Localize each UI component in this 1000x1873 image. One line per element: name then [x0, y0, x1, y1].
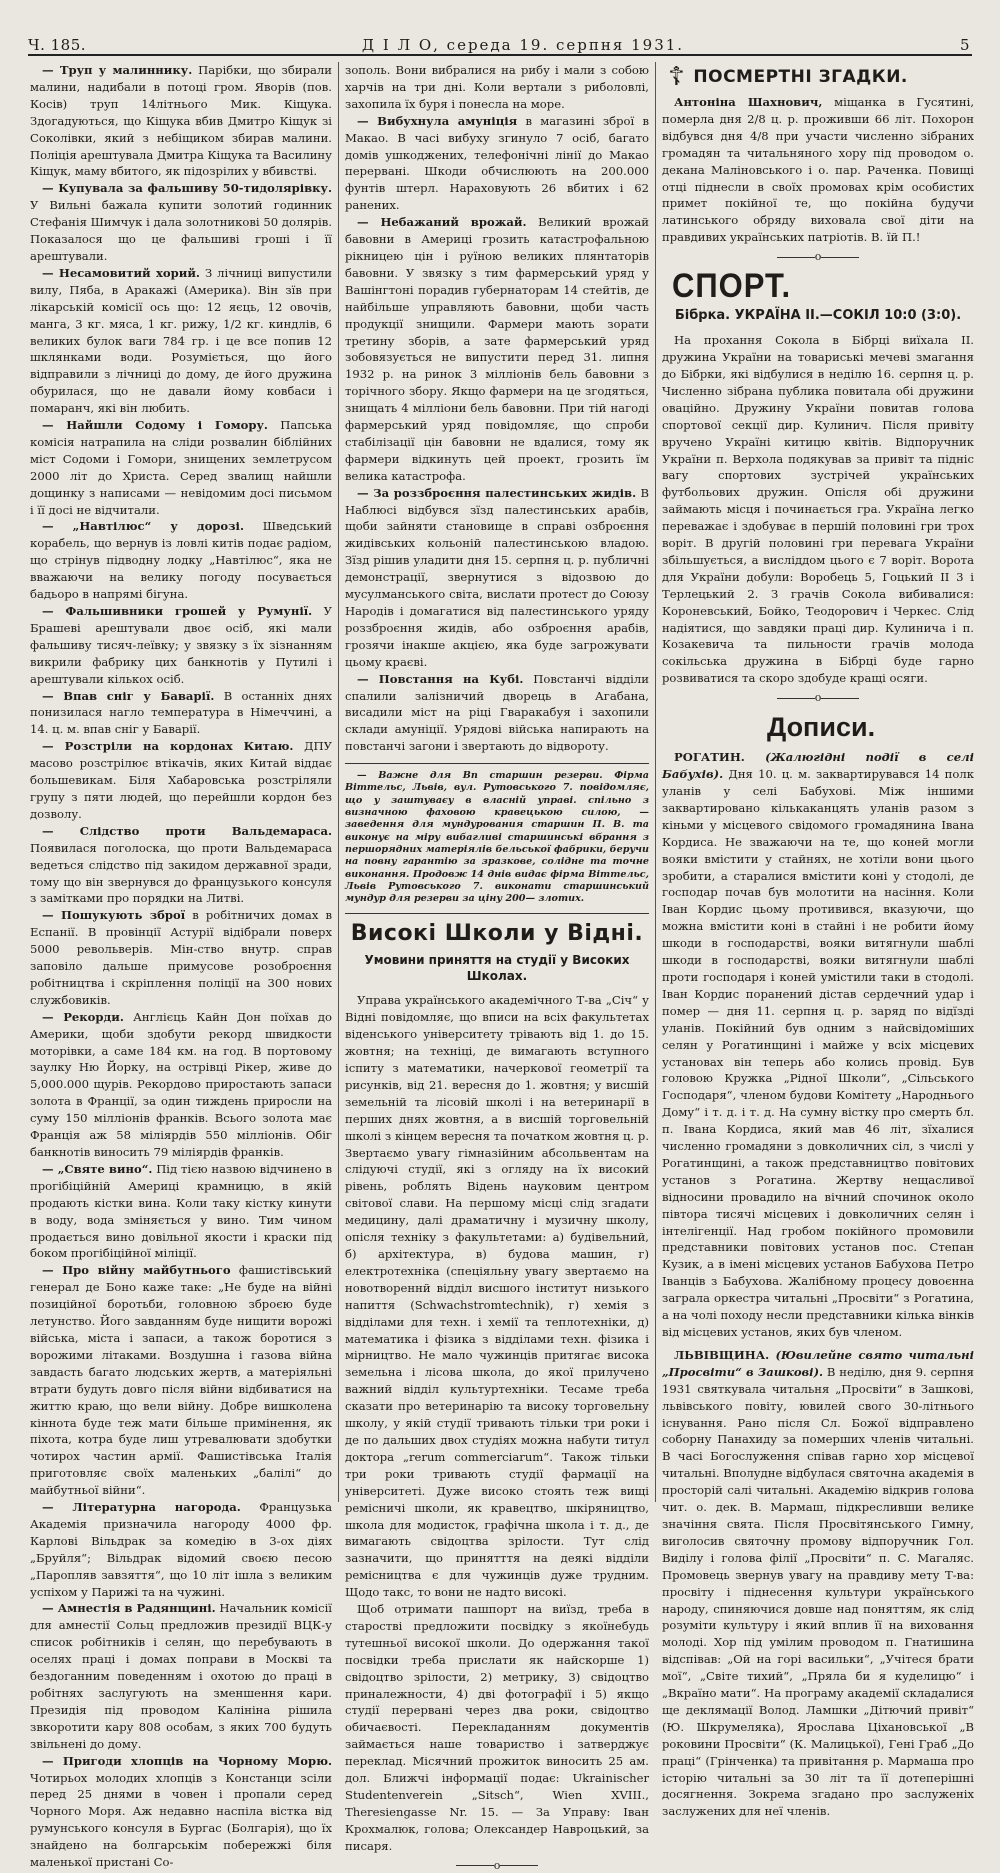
- obituary-text: [662, 94, 974, 246]
- news-item-body: В Наблюсі відбувся зїзд палестинських арабів, щоби зайняти становище в справі озброєння жидівських кольоній палестинською владою. Зїзд рішив уладити дня 15. серпня ц. р. публичні демонстрації, звернутися з відозвою до мусулманського світа, вислати протест до Союзу Народів і домагатися від палестинського уряду роззброєння жидів, або озброєння арабів, грозячи інакше акцією, яка буде загрожувати цьому краєві.: [345, 485, 649, 669]
- divider: [345, 913, 649, 914]
- news-item-heading: — „Святе вино“.: [42, 1161, 153, 1176]
- news-item-body: В останніх днях понизилася нагло температура в Німеччині, а 14. ц. м. впав сніг у Баварії.: [30, 688, 332, 737]
- news-item-body: в робітничих домах в Еспанії. В провінції Астурії відібрали поверх 5000 револьверів. Мін-ство внутр. справ заповіло дальше примусове розоброєння робітництва і скріплення поліції на 300 нових службовиків.: [30, 908, 332, 1007]
- advertisement: — Важне для Вп старшин резерви. Фірма Віттельс, Львів, вул. Рутовського 7. повідомляє, що у заштуваєу в власній управі. спільно з визначною фаховою кравецькою силою, — заведення для мундурования старшин П. В. та виконує на міру вибагливі старшинські вбрання з першорядних матеріялів бельської фабрики, беручи на повну гарантію за зразкове, солідне та точне виконання. Продовж 14 днів видає фірма Віттельс, Львів Рутовського 7. виконати старшинський мундур для резерви за ціну 200— злотих.: [345, 770, 649, 905]
- news-item-body: У Брашеві арештували двоє осіб, які мали фальшиву тисяч-леївку; у звязку з їх зізнанням викрили фабрику цих банкнотів у Путилі і арештували кількох осіб.: [30, 604, 332, 686]
- news-item-body: Чотирьох молодих хлопців з Констанци зсіли перед 25 днями в човен і пропали серед Чорного Моря. Аж недавно наспіла вістка від румунського консуля в Бургас (Болгарія), що їх знайдено на болгарськім побережжі біля маленької пристані Со-: [30, 1770, 332, 1870]
- news-item-body: Великий врожай бавовни в Америці грозить катастрофальною рікницею цін і руїною великих плянтаторів бавовни. У звязку з тим фармерський уряд у Вашінгтоні порадив губернаторам 14 стейтів, де найбільше управляють бавовни, щоби часть продукції знищили. Фармери мають зорати третину зборів, а зате фармерський уряд зобовязується не випустити перед 31. липня 1932 р. на ринок 3 мілліонів бель бавовни з торічного збору. Якщо фармери на це згодяться, знищать 4 мілліони бель бавовни. При тій нагоді фармерський уряд повідомляє, що спроби стабілізації цін бавовни не вдалися, тому як фармери відкинуть цей проект, грозить їм велика катастрофа.: [345, 215, 649, 483]
- correspondence-item: [662, 749, 974, 1341]
- news-item: [30, 180, 332, 265]
- news-item-body: Англієць Кайн Дон поїхав до Америки, щоби здобути рекорд швидкости моторівки, а саме 184 км. на год. В портовому заулку Ню Йорку, на острівці Рікер, живе до 5,000.000 щурів. Рекордово приростають запаси золота в Франції, за один тиждень приросли на суму 150 мілліонів франків. Всього золота має Франція аж 58 міліярдів 550 мілліонів. Обіг банкнотів виносить 79 міліярдів франків.: [30, 1009, 332, 1159]
- sport-text: На прохання Сокола в Бібрці виїхала II. дружина України на товариські мечеві змагання до Бібрки, які відбулися в неділю 16. серпня ц. р. Численно зібрана публика повитала обі дружини оваційно. Дружину України повитав голова спортової секції дир. Кулинич. Після привіту вручено Україні китицю квітів. Відпоручник України п. Верхола подякував за привіт та підніс вагу спортових зустрічей українських футбольових дружин. Опісля обі дружини займають місця і починається гра. Україна легко переважає і здобуває в першій половині гри трох воріт. В другій половині гри перевага України збільшується, а висліддом цього є 7 воріт. Ворота для України добули: Воробець 5, Гоцький II 3 і Терлецький 2. З грачів Сокола вибивалися: Короневський, Бойко, Теодорович і Черкес. Слід надіятися, що завдяки праці дир. Кулинича і п. Козакевича та пильности грачів молода сокільська дружина в Бібрці буде гарно розвиватися та скоро здобуде кращі осяги.: [662, 333, 974, 686]
- sport-heading: СПОРТ.: [672, 266, 792, 305]
- newspaper-title-date: Д І Л О, середа 19. серпня 1931.: [361, 36, 685, 54]
- news-item-heading: — „Навтілюс“ у дорозі.: [42, 519, 244, 534]
- news-item: [345, 671, 649, 756]
- news-item-body: З лічниці випустили вилу, Пяба, в Аракажі (Америка). Він зїв при лікарській комісії ось що: 12 яєць, 12 овочів, манга, 3 кг. мяса, 1 кг. рижу, 1/2 кг. киндлів, 6 великих булок ваги 784 гр. і це все попив 12 шклянками води. Розуміється, що його відправили з лічниці до дому, де його дружина обурилася, що не давали йому ковбаси і помаранч, які він любить.: [30, 265, 332, 416]
- news-item: [30, 603, 332, 688]
- place-name: РОГАТИН.: [674, 750, 745, 765]
- place-name: ЛЬВІВЩИНА.: [674, 1347, 770, 1362]
- news-list: [30, 62, 332, 1871]
- news-item-heading: — Пригоди хлопців на Чорному Морю.: [42, 1753, 332, 1768]
- item-body: Дня 10. ц. м. заквартирувався 14 полк уланів у селі Бабухові. Між іншими заквартировано кількаканцять уланів разом з кіньми у місцевого свідомого громадянина Івана Кордиса. Не зважаючи на те, що коней могли вояки вмістити у стайнях, не хотіли вони цього зробити, а старалися вмістити коні у стодолі, де господар почав був молотити на насіння. Коли Іван Кордис цьому противився, вказуючи, що можна вмістити коні в стайні і не робити йому шкоди в господарстві, вояки витягнули шаблі шкоди в господарстві, вояки витягнули шаблі проти господаря і коней умістили таки в стодолі. Іван Кордис поранений дістав сердечний удар і помер — дня 11. серпня ц. р. заряд по відїзді уланів. Покійний був одним з найсвідоміших селян у Рогатинщині і майже у всіх місцевих установах він теперь або колись провід. Був головою Кружка „Рідної Школи“, „Сільського Господаря“, членом будови Комітету „Народнього Дому“ і т. д. і т. д. На сумну вістку про смерть бл. п. Івана Кордиса, який мав 46 літ, зїхалися численно громадяни з довколичних сіл, з числі у Рогатинщині, а також представництво повітових установ з Рогатина. Жертву нещасливої відносини провадило на вічний спочинок около півтора тисячі місцевих і довколичних селян і інтелігенції. Над гробом покійного промовили представники повітових установ пос. Степан Кузик, а в імені місцевих установ Бабухова Петро Іванців з Бабухова. Жалібному процесу довоєнна заграла оркестра читальні „Просвіти“ з Рогатина, а на чолі походу несли представники кілька вінків від місцевих установ, яких був членом.: [662, 767, 974, 1339]
- news-item-heading: — Літературна нагорода.: [42, 1500, 241, 1515]
- news-item: [30, 62, 332, 180]
- column-divider: [655, 62, 656, 1502]
- correspondence-heading: Дописи.: [767, 712, 876, 743]
- news-item-heading: — Рекорди.: [42, 1009, 124, 1024]
- news-item-heading: — Найшли Содому і Гомору.: [42, 418, 268, 433]
- column-1: [30, 62, 333, 1870]
- news-item: [30, 1499, 332, 1600]
- separator-ornament: o: [662, 691, 974, 705]
- news-item-heading: — Слідство проти Вальдемараса.: [42, 823, 332, 838]
- news-item-heading: — Вибухнула амуніція: [357, 113, 518, 128]
- item-body: В неділю, дня 9. серпня 1931 святкувала читальня „Просвіти“ в Зашкові, львівського повіту, ювилей свого 30-літнього існування. Рано після Сл. Божої відправлено соборну Панахиду за померших членів читальні. В часі Богослуження співав гарно хор місцевої читальні. Вполудне відбулася святочна академія в просторій салі читальні. Академію відкрив голова чит. о. дек. В. Мармаш, підкресливши велике значіння свята. Після Просвітянського Гимну, виголосив святочну промову відпоручник Гол. Виділу і голова філії „Просвіти“ п. С. Магаляс. Промовець звернув увагу на правдиву мету Т-ва: просвіту і піднесення культури українського народу, спиняючися довше над поняттям, як слід розуміти культуру і який вплив її на виховання молоді. Хор під умілим проводом п. Гнатишина відспівав: „Ой на горі васильки“, „Учітеся брати мої“, „Світе тихий“, „Пряла би я куделицю“ і „Вкраїно мати“. На програму академії складалися ще деклямації Волод. Ламшки „Дітючий привіт“ (Ю. Шкрумеляка), Ярослава Ціхановської „В роковини Просвіти“ (К. Малицької), Гені Граб „До праці“ (Грінченка) та привітання р. Мармаша про історію читальні за 30 літ та її дотеперішні досягнення. Зокрема згадано про заслуженіх заслужених для неї членів.: [662, 1364, 975, 1819]
- issue-number: Ч. 185.: [28, 36, 87, 54]
- news-item: [30, 417, 332, 518]
- news-item-body: У Вильні бажала купити золотий годинник Стефанія Шимчук і дала золотникові 50 долярів. Показалося що це фальшиві гроші і її арештували.: [30, 198, 332, 263]
- news-item-heading: — Купувала за фальшиву 50-тидолярівку.: [42, 181, 332, 196]
- news-item-body: Парібки, що збирали малини, надибали в потоці гром. Яворів (пов. Косів) труп 14літнього Мик. Кіщука. Здогадуються, що Кіщука вбив Дмитро Кіщук зі Соколівки, який з небіщиком збирав малини. Поліція арештувала Дмитра Кіщука та Василину Кіщук, маму вбитого, як підозрілих у вбивстві.: [30, 63, 332, 179]
- news-item-heading: — Несамовитий хорий.: [42, 265, 200, 280]
- news-item-body: Появилася поголоска, що проти Вальдемараса ведеться слідство під закидом державної зради, тому що він звернувся до французького консуля з замітками про порядки на Литві.: [30, 840, 332, 906]
- news-item: [30, 1600, 332, 1752]
- news-item: [30, 738, 332, 823]
- separator-ornament: o: [345, 1859, 649, 1873]
- article-paragraph: Управа українського академічного Т-ва „Січ“ у Відні повідомляє, що вписи на всіх факультетах віденського університету трівають від 1. до 15. жовтня; на техніці, де вимагають вступного іспиту з математики, начеркової геометрії та рисунків, від 21. вересня до 1. жовтня; у висшій земельній та лісовій школі і на ветеринарії в перших днях жовтня, а в висшій торговельній школі з кінцем вересня та початком жовтня ц. р. Звертаємо увагу гімназійним абсольвентам на слідуючі студії, які з огляду на їх високий рівень, роблять Відень науковим центром світової слави. На першому місці слід згадати медицину, далі драматичну і музичну школу, опісля техніку з факультетами: а) будівельний, б) архітектура, в) будова машин, г) електротехніка (спеціяльну увагу звертаємо на новотвореннй відділ висшого інститут низького напиття (Schwachstromtechnik), г) хемія з відділами для техн. і хемії та теплотехніки, д) математика і фізика з відділами техн. фізика і мірництво. Не мало чужинців притягає висока земельна і лісова школа, до якої прилучено важний відділ культуртехніки. Тесаме треба сказати про ветеринарію та високу торговельну школу, у якій студії тривають тільки три роки і де по дальших двох студіях можна набути титул доктора „rerum commerciarum“. Також тільки три роки тривають студії фармації на університеті. Дуже високо стоять теж вищі ремісничі школи, як кравецтво, шкіряництво, школа для модисток, графічна школа і т. д., де вимагають свідоцтва зрілости. Тут слід зазначити, що принятття на деякі відділи ремісництва є для чужинців дуже трудним. Щодо такс, то вони не надто високі.: [345, 993, 649, 1600]
- column-2: [345, 62, 649, 1872]
- news-item: [30, 1161, 332, 1262]
- news-item: [345, 485, 649, 671]
- news-item: [30, 1753, 332, 1871]
- news-item-body: зополь. Вони вибралися на рибу і мали з собою харчів на три дні. Коли вертали з риболовлі, захопила їх буря і понесла на море.: [345, 63, 649, 111]
- news-item-heading: — Розстріли на кордонах Китаю.: [42, 739, 294, 754]
- news-item-body: Повстанчі відділи спалили залізничий дворець в Агабана, висадили міст на ріці Гваракабуя і захопили склади амуніції. Урядові війська напирають на повстанчі загони і звертають до відвороту.: [345, 671, 649, 754]
- page-header: [28, 28, 970, 54]
- separator-ornament: o: [662, 250, 974, 264]
- article-subtitle: Умовини приняття на студії у Високих Школах.: [364, 953, 630, 984]
- article-title: Високі Школи у Відні.: [350, 921, 644, 947]
- correspondence-item: [662, 1347, 974, 1820]
- news-item-heading: — Повстання на Кубі.: [357, 671, 524, 686]
- divider: [345, 763, 649, 764]
- news-item-body: Під тією назвою відчинено в прогібіційній Америці крамницю, в якій продають кістки вина. Коли таку кістку кинути в воду, вода зміняється у вино. Тим чином продається вино довільної якости і краски під боком прогібіційної міліції.: [30, 1161, 332, 1261]
- header-rule: [28, 54, 972, 56]
- obituary-name: Антоніна Шахнович,: [674, 95, 823, 109]
- news-item-heading: — Пошукують зброї: [42, 908, 186, 923]
- news-item: [30, 518, 332, 603]
- cross-icon: ☦: [668, 62, 686, 92]
- page-number: 5: [959, 36, 970, 54]
- news-item-body: Шведський корабель, що вернув із ловлі китів подає радіом, що стрінув підводну лодку „Навтілюс“, яка не вважаючи на велику погоду посувається бадьоро в напрямі бігуна.: [30, 519, 332, 602]
- news-list: [345, 62, 649, 755]
- news-item-body: фашистівський генерал де Боно каже таке: „Не буде на війні позиційної боротьби, головною зброєю буде летунство. Його завданням буде нищити ворожі війська, міста і запаси, а також боротися з ворожими літаками. Воздушна і газова війна завдасть багато людських жертв, а матеріяльні втрати будуть довго після війни відбиватися на життю краю, що вели війну. Добре вишколена кіннота буде теж мати більше примінення, як піхота, котра буде лиш утревалювати здобутки чотирох частин армії. Фашистівська Італія приготовляє своїх маленьких „балілі“ до майбутньої війни“.: [30, 1263, 333, 1498]
- news-item-body: Французька Академія призначила нагороду 4000 фр. Карлові Вільдрак за комедію в 3-ох діях „Бруйля“; Вільдрак відомий своєю песою „Паропляв завзяття“, що 10 літ ішла з великим успіхом у Парижі та на чужині.: [30, 1500, 332, 1599]
- news-item-heading: — Амнестія в Радянщині.: [42, 1601, 216, 1616]
- news-item-heading: — Фальшивники грошей у Румунії.: [42, 604, 313, 618]
- news-item-heading: — Впав сніг у Баварії.: [42, 688, 215, 703]
- news-item: [345, 113, 649, 214]
- obituary-heading: [668, 64, 974, 90]
- news-item: [30, 823, 332, 908]
- news-item-body: Папська комісія натрапила на сліди розвалин біблійних міст Содоми і Гомори, знищених землетрусом 2000 літ до Христа. Серед звалищ найшли дощинку з написами — невідомим досі письмом і її досі не відчитали.: [30, 418, 332, 517]
- article-paragraph: Щоб отримати пашпорт на виїзд, треба в старостві предложити посвідку з якоїнебудь тутешньої високої школи. До одержання такої посвідки треба прислати як найскорше 1) свідоцтво зрілости, 2) метрику, 3) свідоцтво приналежности, 4) дві фотографії і 5) якщо студії перервані через два роки, свідоцтво обичаєвості. Перекладанням документів займається наше товариство і затверджує переклад. Місячний прожиток виносить 25 ам. дол. Ближчі інформації подає: Ukrainischer Studentenverein „Sitsch“, Wien XVIII., Theresiengasse Nr. 15. — За Управу: Іван Крохмалюк, голова; Олександер Навроцький, за писаря.: [345, 1602, 649, 1853]
- column-3: [662, 62, 975, 1819]
- news-item-heading: — За роззброєння палестинських жидів.: [357, 485, 637, 500]
- news-item-heading: — Небажаний врожай.: [357, 215, 527, 230]
- column-divider: [338, 62, 339, 1502]
- sport-match-title: Бібрка. УКРАЇНА ІІ.—СОКІЛ 10:0 (3:0).: [674, 308, 962, 324]
- obituary-body: міщанка в Гусятині, померла дня 2/8 ц. р. проживши 66 літ. Похорон відбувся дня 4/8 при участи численно зібраних громадян та читальняного хору під проводом о. декана Маліновського і о. пар. Раченка. Повищі отці піднесли в своїх промовах крім особистих примет покійної те, що покійна будучи латинського обряду виховала свої діти на правдивих українських патріотів. В. їй П.!: [662, 95, 974, 245]
- news-item: [30, 1009, 332, 1161]
- obituary-title: ПОСМЕРТНІ ЗГАДКИ.: [693, 67, 908, 87]
- news-item: [30, 265, 332, 417]
- news-item: [345, 214, 649, 485]
- news-item: [30, 1262, 332, 1499]
- news-item-heading: — Труп у малиннику.: [42, 63, 193, 77]
- news-item-body: в магазині зброї в Макао. В часі вибуху згинуло 7 осіб, багато домів ушкоджених, телефонічні лінії до Макао перервані. Шкоди обчислюють на 200.000 фунтів штерл. Нараховують 26 вбитих і 62 ранених.: [345, 113, 649, 213]
- news-item-body: ДПУ масово розстрілює втікачів, яких Китай віддає большевикам. Біля Хабаровська розстріляли групу з пяти людей, що перейшли кордон без дозволу.: [30, 739, 332, 821]
- news-item-heading: — Про війну майбутнього: [42, 1263, 231, 1278]
- news-item: [345, 62, 649, 113]
- news-item: [30, 907, 332, 1008]
- news-item-body: Начальник комісії для амнестії Сольц предложив президії ВЦК-у список робітників і селян, що перебувають в оселях праці і домах поправи в Москві та бездоганним поведенням і охотою до праці в робітнях заслугують на зменшення кари. Президія під проводом Калініна рішила звкоротити кару 808 особам, з яких 700 будуть звільнені до дому.: [30, 1601, 332, 1751]
- item-subtitle: (Ювилейне свято читальні „Просвіти“ в Зашкові).: [662, 1347, 974, 1379]
- news-item: [30, 688, 332, 739]
- item-subtitle: (Жалюгідні події в селі Бабухів).: [662, 750, 974, 782]
